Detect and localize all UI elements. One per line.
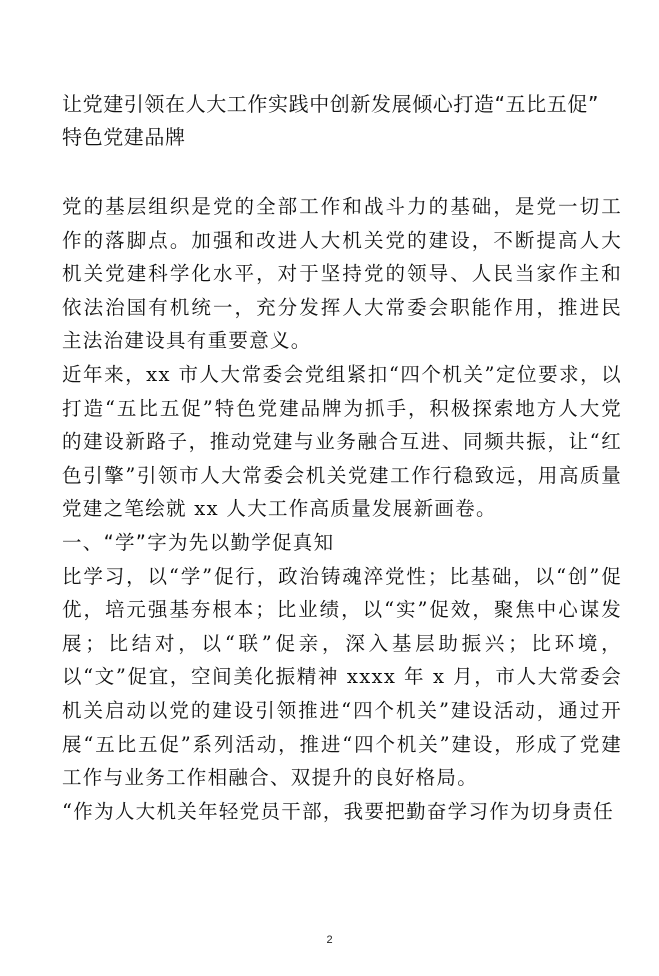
document-title: [62, 88, 622, 154]
page-number: 2: [326, 934, 333, 946]
section-heading: 一、“学”字为先以勤学促真知: [62, 530, 335, 554]
section-paragraph-2: “作为人大机关年轻党员干部，我要把勤奋学习作为切身责任: [62, 799, 615, 823]
title-line-2: 特色党建品牌: [62, 125, 186, 149]
paragraph-1: 党的基层组织是党的全部工作和战斗力的基础，是党一切工作的落脚点。加强和改进人大机关党的建设，不断提高人大机关党建科学化水平，对于坚持党的领导、人民当家作主和依法治国有机统一，充分发挥人大常委会职能作用，推进民主法治建设具有重要意义。: [62, 195, 622, 353]
title-line-1: 让党建引领在人大工作实践中创新发展倾心打造“五比五促”: [62, 92, 599, 116]
paragraph-2: 近年来，xx 市人大常委会党组紧扣“四个机关”定位要求，以打造“五比五促”特色党建品牌为抓手，积极探索地方人大党的建设新路子，推动党建与业务融合互进、同频共振，让“红色引擎”引领市人大常委会机关党建工作行稳致远，用高质量党建之笔绘就 xx 人大工作高质量发展新画卷。: [62, 362, 622, 521]
document-body: [62, 190, 622, 828]
section-paragraph-1: 比学习，以“学”促行，政治铸魂淬党性；比基础，以“创”促优，培元强基夯根本；比业绩，以“实”促效，聚焦中心谋发展；比结对，以“联”促亲，深入基层助振兴；比环境，以“文”促宜，空间美化振精神 xxxx 年 x 月，市人大常委会机关启动以党的建设引领推进“四个机关”建设活动，通过开展“五比五促”系列活动，推进“四个机关”建设，形成了党建工作与业务工作相融合、双提升的良好格局。: [62, 564, 622, 790]
